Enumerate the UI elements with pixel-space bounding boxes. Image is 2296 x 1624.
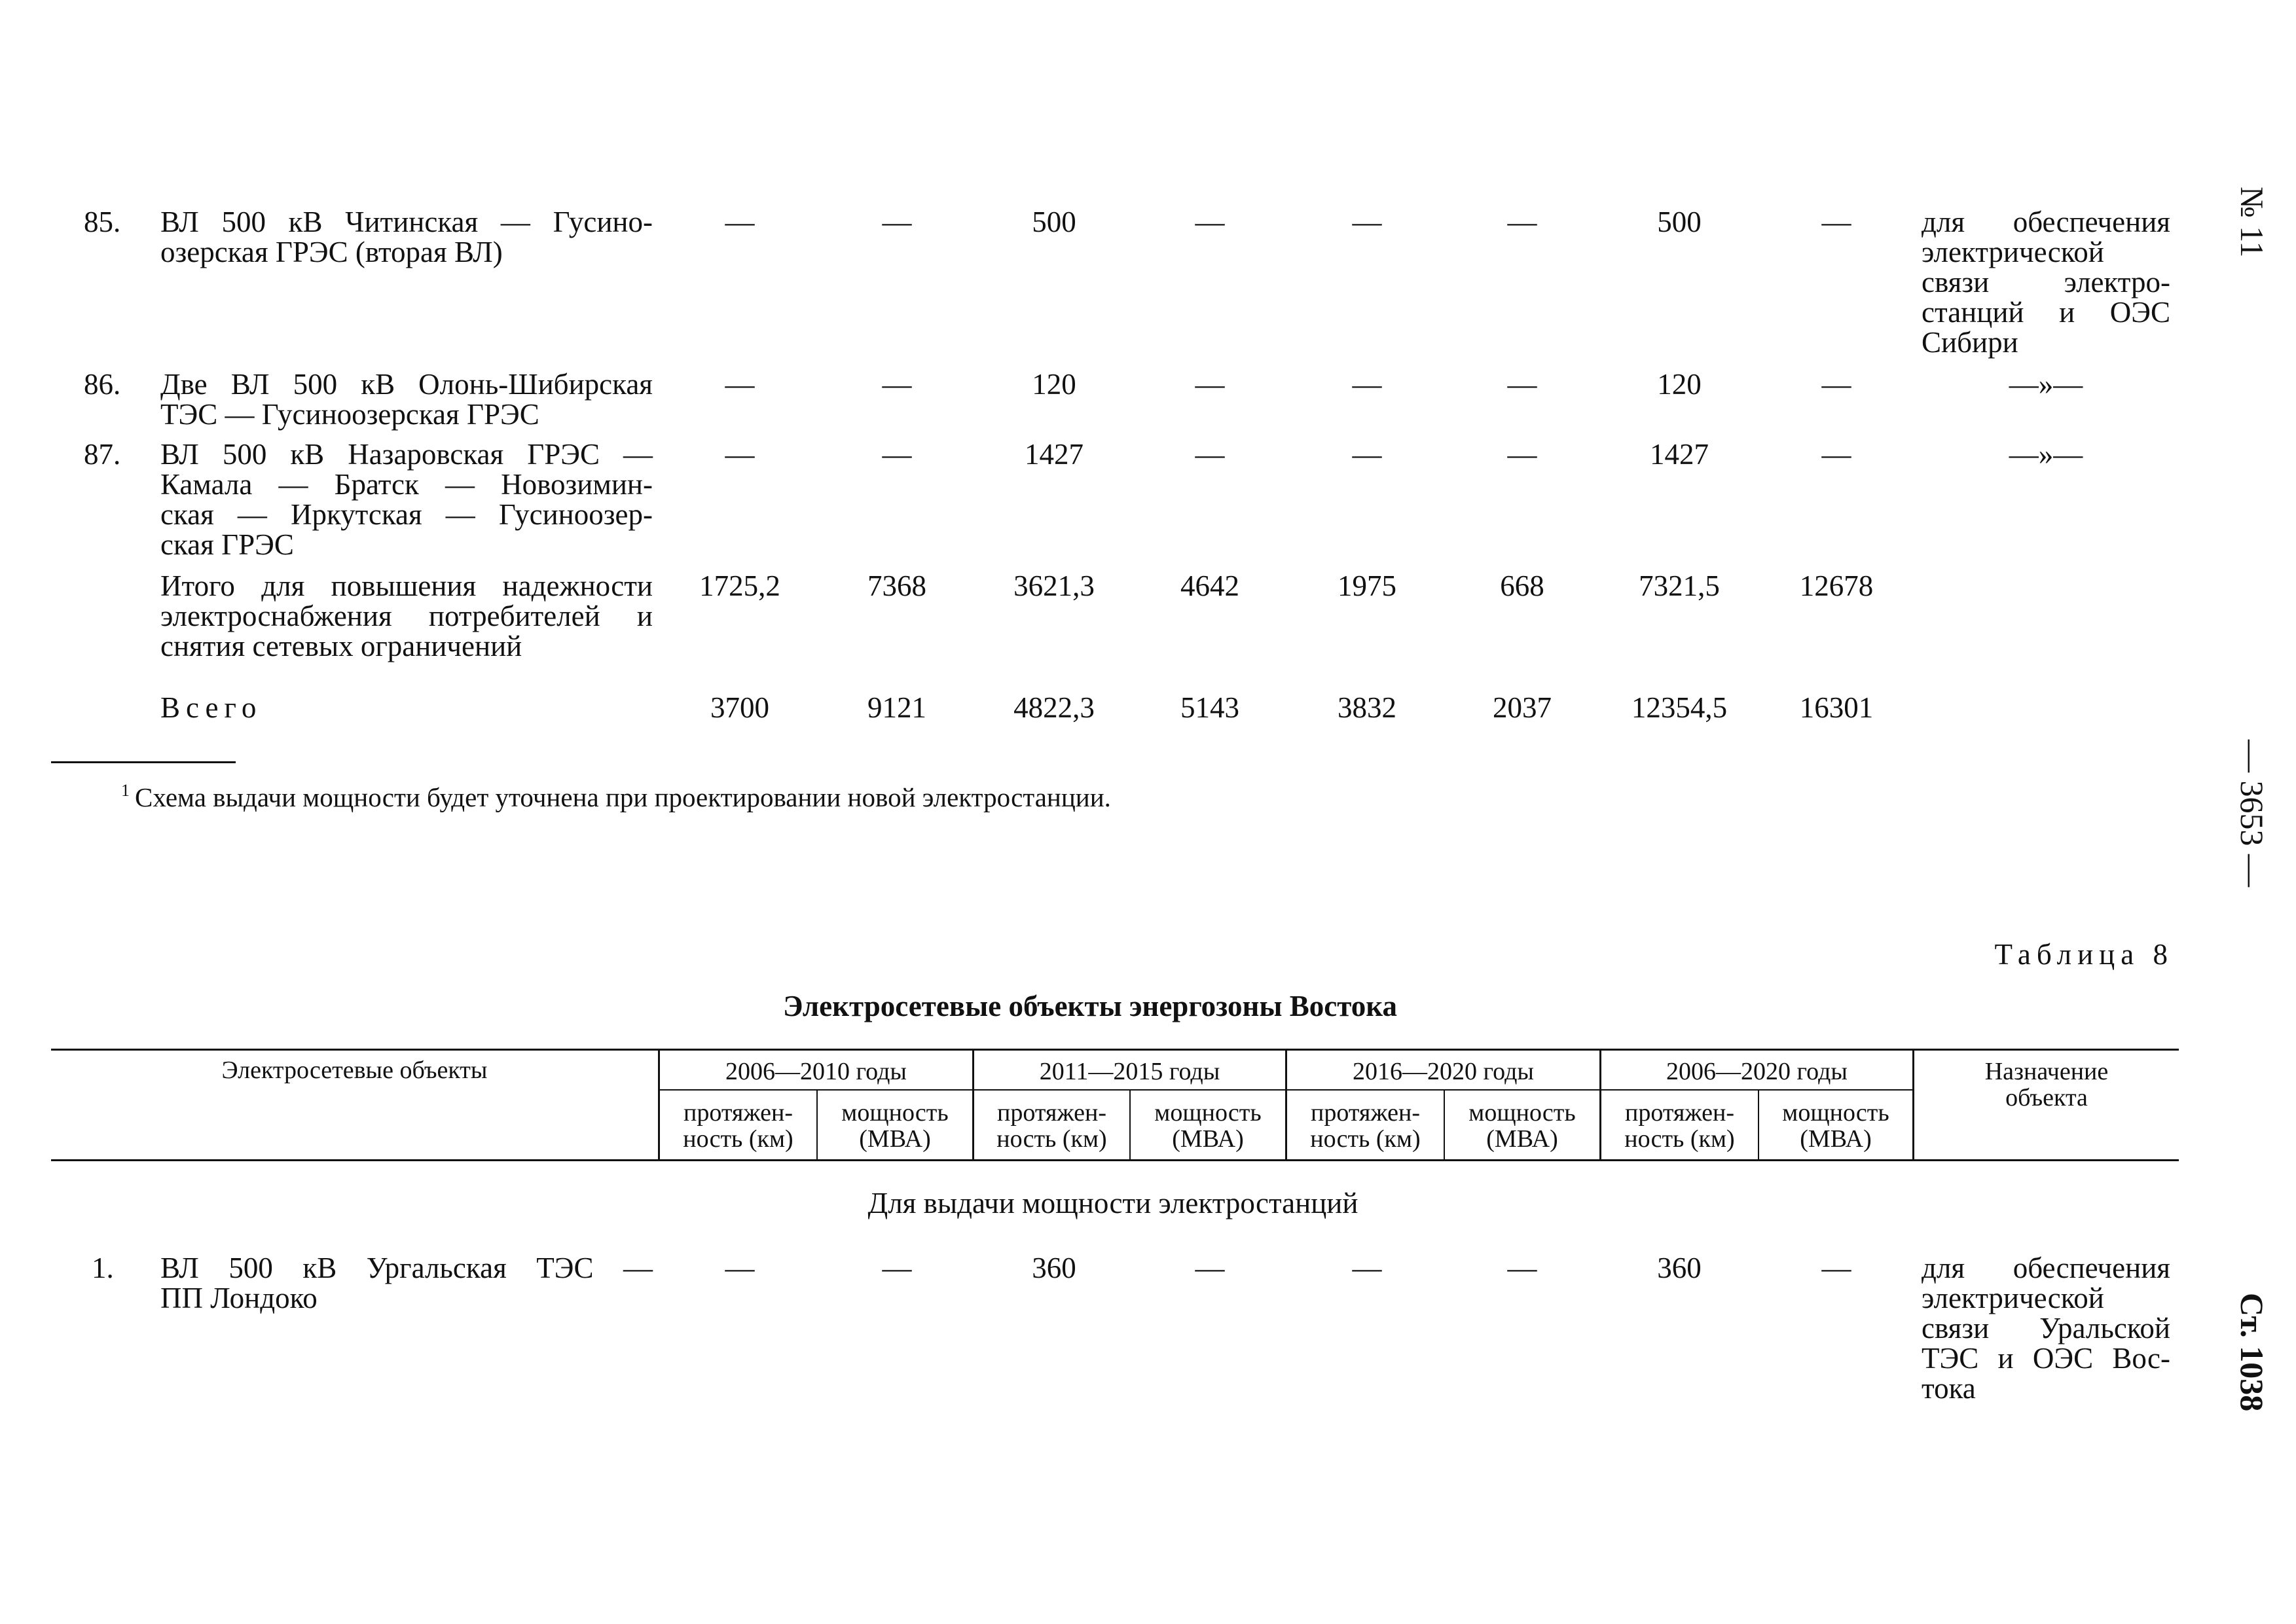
value-cell: —	[1195, 438, 1225, 471]
subtotal-value: 7368	[867, 569, 926, 602]
header-top-rule	[51, 1049, 2179, 1051]
object-name-line: озерская ГРЭС (вторая ВЛ)	[160, 236, 503, 268]
footnote-rule	[51, 761, 236, 763]
header-purpose-line: Назначение	[1984, 1058, 2109, 1085]
value-cell: 1427	[1650, 438, 1709, 471]
header-length-line: протяжен-	[1624, 1099, 1735, 1127]
header-length-line: протяжен-	[996, 1099, 1107, 1127]
total-value: 3832	[1338, 691, 1396, 724]
row-number: 87.	[84, 438, 121, 471]
subtotal-label-line: Итого для повышения надежности	[160, 569, 653, 602]
object-name-line: ская ГРЭС	[160, 528, 294, 561]
value-cell: —	[1507, 1252, 1537, 1284]
purpose-line: связи Уральской	[1922, 1312, 2170, 1344]
subtotal-label-line: электроснабжения потребителей и	[160, 600, 653, 632]
total-value: 9121	[867, 691, 926, 724]
header-length	[974, 1100, 1129, 1152]
value-cell: —	[725, 1252, 755, 1284]
object-name-line: ТЭС — Гусиноозерская ГРЭС	[160, 398, 539, 431]
value-cell: —	[1821, 206, 1851, 238]
header-purpose	[1914, 1058, 2179, 1111]
value-cell: 120	[1657, 368, 1702, 401]
footnote	[121, 776, 1111, 812]
value-cell: —	[725, 368, 755, 401]
purpose-line: тока	[1922, 1372, 1976, 1405]
header-power-line: мощность	[1468, 1099, 1576, 1127]
object-name-line: ВЛ 500 кВ Ургальская ТЭС —	[160, 1252, 653, 1284]
header-length-line: ность (км)	[1310, 1125, 1421, 1153]
header-period: 2006—2020 годы	[1666, 1058, 1848, 1085]
value-cell: —	[882, 1252, 912, 1284]
header-power-line: мощность	[1154, 1099, 1262, 1127]
value-cell: —	[882, 438, 912, 471]
row-number: 85.	[84, 206, 121, 238]
value-cell: —	[725, 438, 755, 471]
value-cell: —	[1195, 206, 1225, 238]
value-cell: —	[1507, 368, 1537, 401]
header-length-line: ность (км)	[996, 1125, 1107, 1153]
subtotal-value: 12678	[1799, 569, 1874, 602]
header-length-line: ность (км)	[683, 1125, 793, 1153]
purpose-line: электрической	[1922, 1282, 2104, 1314]
value-cell: —	[1352, 438, 1382, 471]
subtotal-value: 3621,3	[1013, 569, 1095, 602]
purpose-cell: —»—	[2009, 368, 2083, 401]
total-value: 5143	[1180, 691, 1239, 724]
subtotal-value: 7321,5	[1639, 569, 1720, 602]
header-power	[1445, 1100, 1599, 1152]
table-title: Электросетевые объекты энергозоны Востока	[782, 990, 1398, 1022]
total-value: 12354,5	[1631, 691, 1728, 724]
purpose-cell	[1922, 207, 2170, 357]
value-cell: —	[882, 368, 912, 401]
subtotal-value: 4642	[1180, 569, 1239, 602]
header-length	[1287, 1100, 1444, 1152]
value-cell: —	[1821, 438, 1851, 471]
header-power-line: (МВА)	[1172, 1125, 1244, 1153]
object-name	[160, 439, 653, 560]
purpose-line: Сибири	[1922, 326, 2018, 359]
object-name-line: Камала — Братск — Новозимин-	[160, 468, 653, 501]
header-purpose-line: объекта	[2005, 1084, 2088, 1111]
header-power-line: мощность	[1782, 1099, 1889, 1127]
subtotal-value: 668	[1500, 569, 1544, 602]
article-number: Ст. 1038	[2234, 1293, 2270, 1412]
header-length-line: протяжен-	[1310, 1099, 1421, 1127]
header-length	[660, 1100, 816, 1152]
subtotal-label-line: снятия сетевых ограничений	[160, 630, 522, 662]
value-cell: 500	[1657, 206, 1702, 238]
value-cell: —	[1195, 368, 1225, 401]
value-cell: —	[1821, 368, 1851, 401]
purpose-line: для обеспечения	[1922, 1252, 2170, 1284]
header-power-line: (МВА)	[1486, 1125, 1558, 1153]
footnote-marker: 1	[121, 781, 130, 800]
purpose-cell: —»—	[2009, 438, 2083, 471]
object-name-line: ВЛ 500 кВ Назаровская ГРЭС —	[160, 438, 653, 471]
value-cell: —	[1352, 1252, 1382, 1284]
row-number: 86.	[84, 368, 121, 401]
header-power	[1131, 1100, 1285, 1152]
value-cell: 120	[1032, 368, 1076, 401]
value-cell: 1427	[1025, 438, 1084, 471]
subtotal-value: 1725,2	[699, 569, 780, 602]
header-power-line: (МВА)	[859, 1125, 931, 1153]
value-cell: 500	[1032, 206, 1076, 238]
header-bottom-rule	[51, 1159, 2179, 1161]
header-length-line: протяжен-	[683, 1099, 793, 1127]
page-number: — 3653 —	[2234, 740, 2270, 887]
header-objects: Электросетевые объекты	[221, 1056, 488, 1084]
object-name-line: ПП Лондоко	[160, 1282, 318, 1314]
value-cell: —	[882, 206, 912, 238]
header-period: 2011—2015 годы	[1039, 1058, 1220, 1085]
header-period: 2006—2010 годы	[725, 1058, 907, 1085]
object-name-line: Две ВЛ 500 кВ Олонь-Шибирская	[160, 368, 653, 401]
value-cell: —	[1821, 1252, 1851, 1284]
value-cell: —	[1352, 368, 1382, 401]
purpose-line: для обеспечения	[1922, 206, 2170, 238]
purpose-cell	[1922, 1253, 2170, 1403]
object-name-line: ская — Иркутская — Гусиноозер-	[160, 498, 653, 531]
footnote-text: Схема выдачи мощности будет уточнена при проектировании новой электростанции.	[135, 782, 1111, 812]
total-value: 4822,3	[1013, 691, 1095, 724]
header-power	[1759, 1100, 1912, 1152]
object-name	[160, 1253, 653, 1313]
row-number: 1.	[92, 1252, 114, 1284]
section-title: Для выдачи мощности электростанций	[867, 1187, 1358, 1219]
value-cell: 360	[1657, 1252, 1702, 1284]
value-cell: —	[725, 206, 755, 238]
purpose-line: ТЭС и ОЭС Вос-	[1922, 1342, 2170, 1375]
total-value: 16301	[1799, 691, 1874, 724]
value-cell: 360	[1032, 1252, 1076, 1284]
total-value: 3700	[710, 691, 769, 724]
header-length-line: ность (км)	[1624, 1125, 1735, 1153]
value-cell: —	[1352, 206, 1382, 238]
header-length	[1601, 1100, 1758, 1152]
object-name-line: ВЛ 500 кВ Читинская — Гусино-	[160, 206, 653, 238]
purpose-line: электрической	[1922, 236, 2104, 268]
header-power-line: мощность	[841, 1099, 949, 1127]
object-name	[160, 369, 653, 429]
total-value: 2037	[1493, 691, 1552, 724]
purpose-line: станций и ОЭС	[1922, 296, 2170, 329]
value-cell: —	[1507, 438, 1537, 471]
subtotal-value: 1975	[1338, 569, 1396, 602]
value-cell: —	[1507, 206, 1537, 238]
issue-number: № 11	[2234, 187, 2270, 258]
subtotal-label	[160, 571, 653, 661]
purpose-line: связи электро-	[1922, 266, 2170, 298]
header-power	[818, 1100, 972, 1152]
table-label: Таблица 8	[1994, 938, 2174, 971]
header-period: 2016—2020 годы	[1353, 1058, 1534, 1085]
total-label: Всего	[160, 691, 263, 724]
header-power-line: (МВА)	[1800, 1125, 1872, 1153]
value-cell: —	[1195, 1252, 1225, 1284]
object-name	[160, 207, 653, 267]
